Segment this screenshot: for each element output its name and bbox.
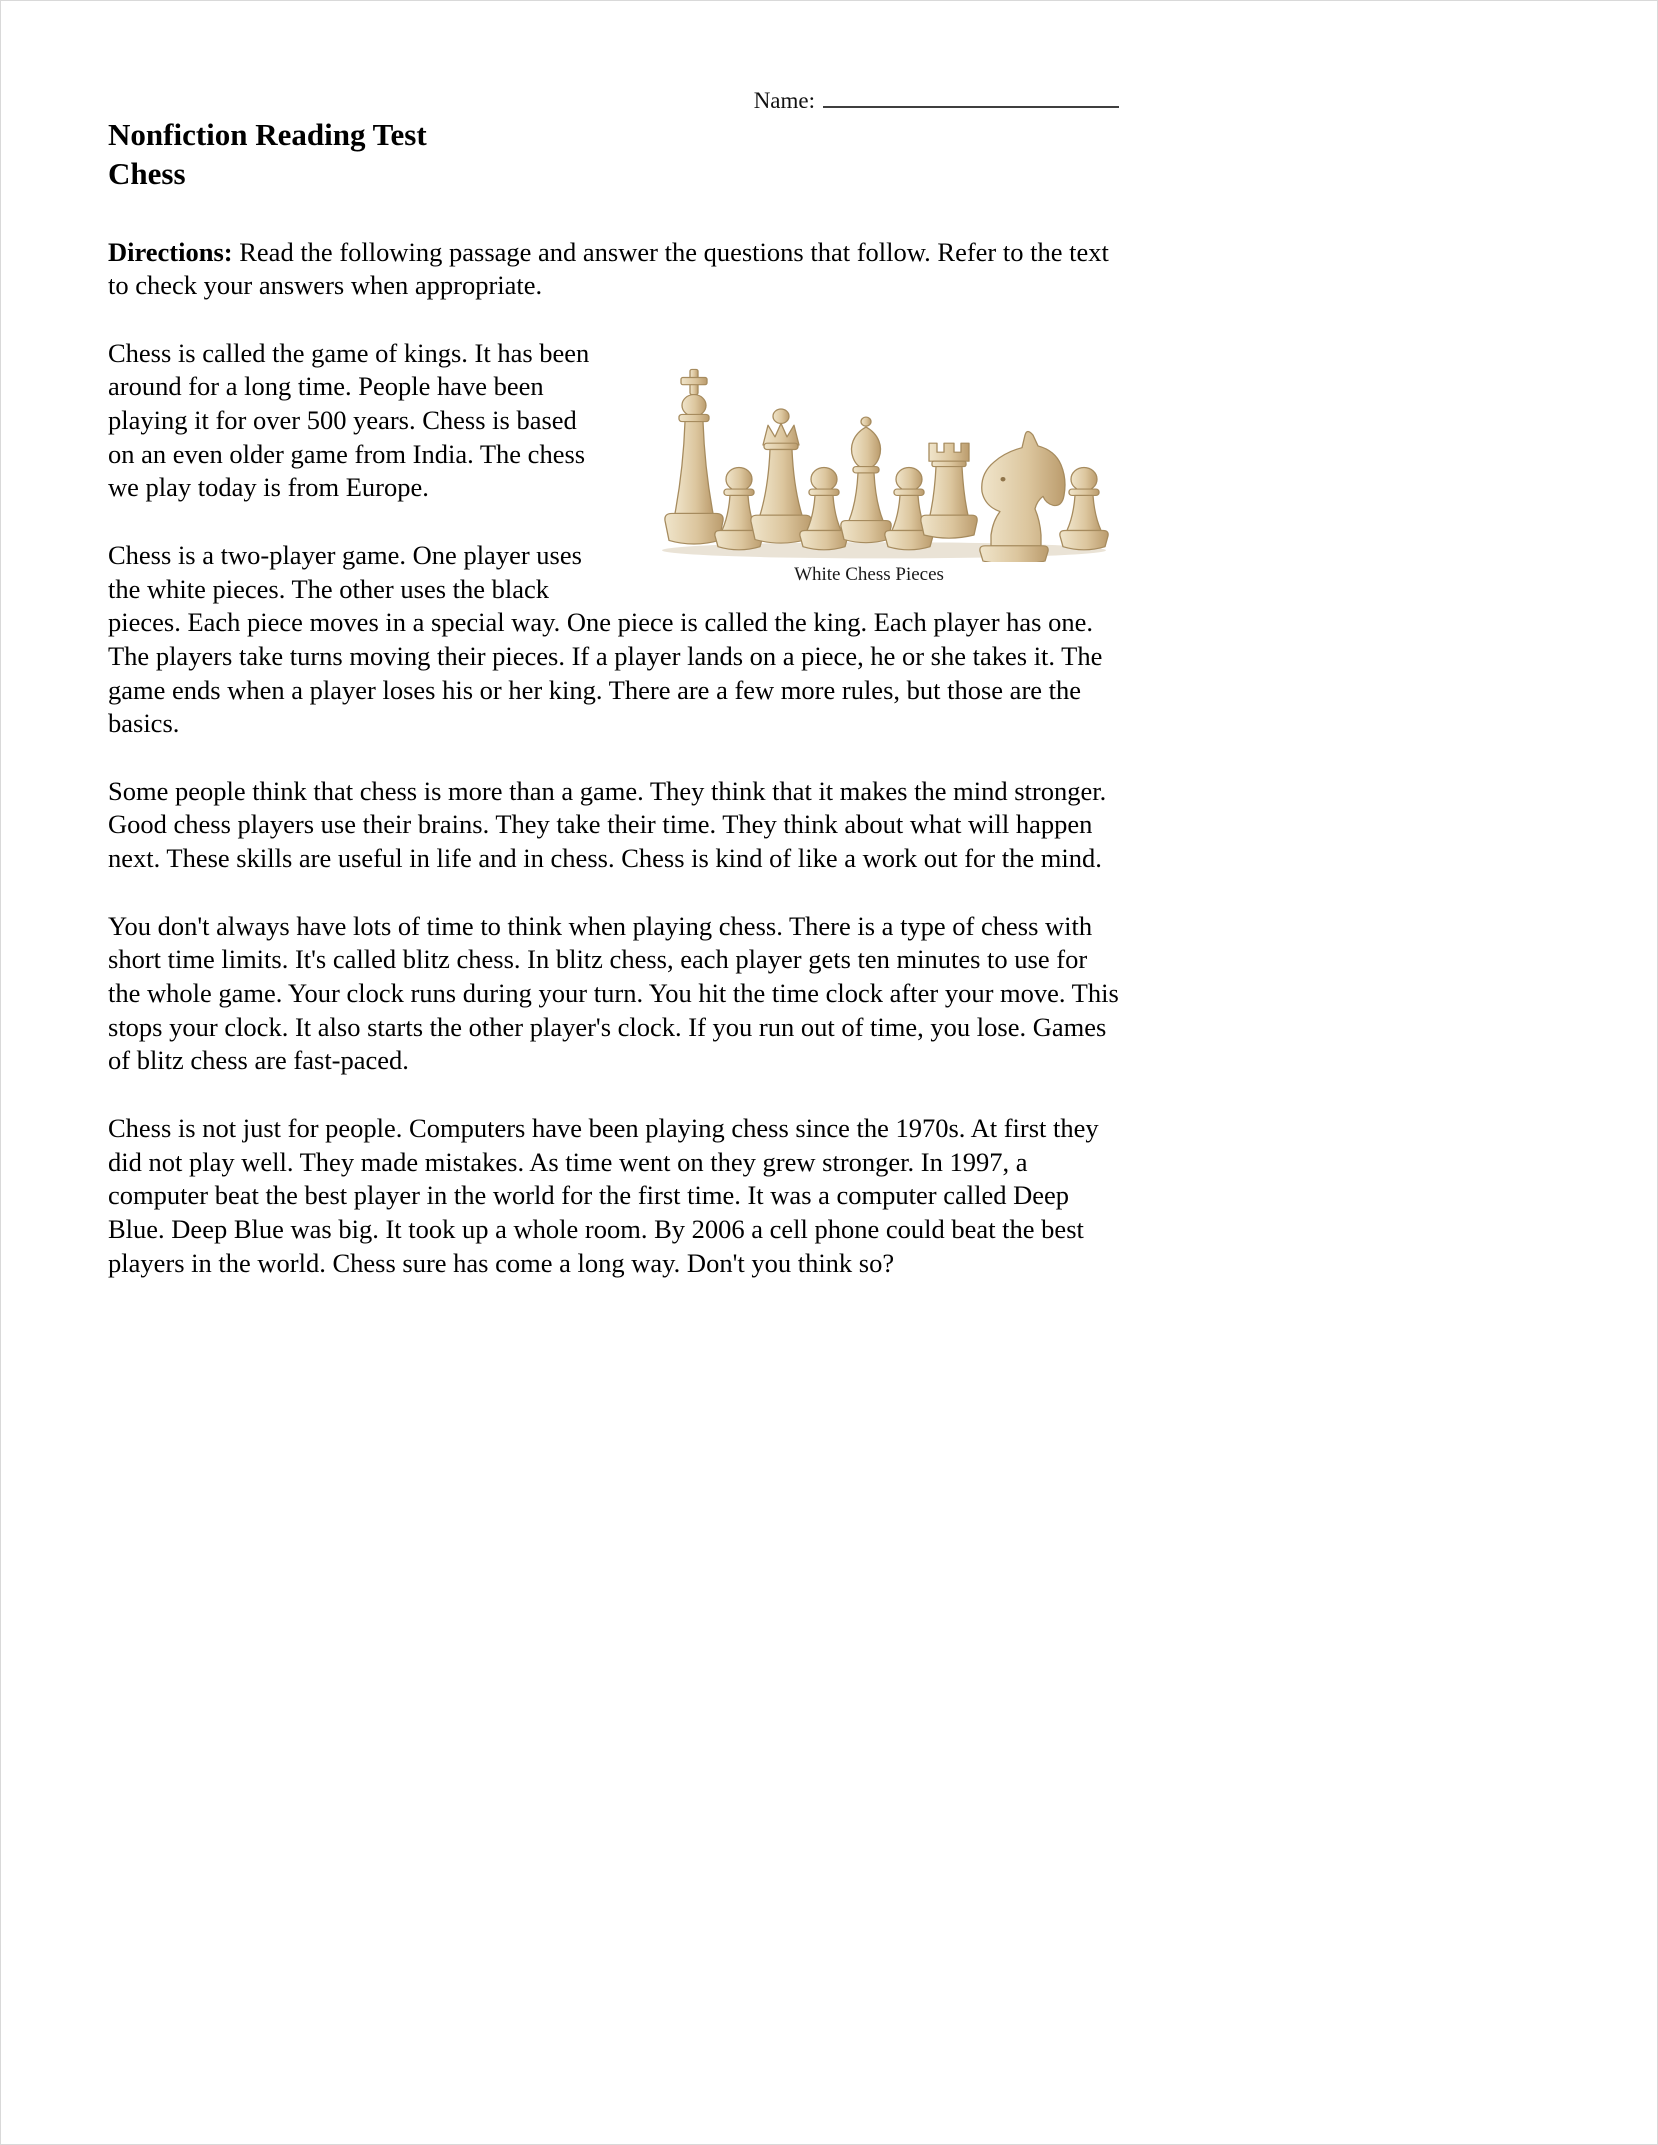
pawn-piece-icon [885,467,933,549]
passage-paragraph-5: Chess is not just for people. Computers have been playing chess since the 1970s. At first they did not play well. They made mistakes. As time went on they grew stronger. In 1997, a computer beat the best player in the world for the first time. It was a computer called Deep Blue. Deep Blue was big. It took up a whole room. By 2006 a cell phone could beat the best players in the world. Chess sure has come a long way. Don't you think so? [108,1112,1099,1278]
directions [108,236,1119,303]
passage-paragraph-4: You don't always have lots of time to think when playing chess. There is a type of chess with short time limits. It's called blitz chess. In blitz chess, each player gets ten minutes to use for the whole game. Your clock runs during your turn. You hit the time clock after your move. This stops your clock. It also starts the other player's clock. If you run out of time, you lose. Games of blitz chess are fast-paced. [108,910,1119,1076]
chess-figure [619,337,1119,586]
king-piece-icon [665,369,723,544]
rook-piece-icon [921,443,977,538]
knight-piece-icon [980,431,1065,562]
name-row [108,85,1119,114]
chess-pieces-image [619,337,1119,562]
page-subtitle: Chess [108,155,186,191]
queen-piece-icon [751,409,811,543]
page-title: Nonfiction Reading Test [108,117,427,152]
chess-figure-caption: White Chess Pieces [794,563,944,585]
directions-text: Read the following passage and answer the questions that follow. Refer to the text to check your answers when appropriate. [108,236,1109,301]
pawn-piece-icon [800,467,848,549]
bishop-piece-icon [841,417,891,543]
name-blank-line[interactable] [823,85,1119,108]
directions-label: Directions: [108,236,233,267]
passage-paragraph-3: Some people think that chess is more than a game. They think that it makes the mind stronger. Good chess players use their brains. They take their time. They think about what will happen next. These skills are useful in life and in chess. Chess is kind of like a work out for the mind. [108,775,1107,874]
pawn-piece-icon [1060,467,1108,549]
passage-paragraph-2: Chess is a two-player game. One player uses the white pieces. The other uses the black pieces. Each piece moves in a special way. One piece is called the king. Each player has one. The players take turns moving their pieces. If a player lands on a piece, he or she takes it. The game ends when a player loses his or her king. There are a few more rules, but those are the basics. [108,539,1103,739]
name-label: Name: [753,88,815,113]
passage-paragraph-1: Chess is called the game of kings. It has been around for a long time. People have been playing it for over 500 years. Chess is based on an even older game from India. The chess we play today is from Europe. [108,337,590,503]
